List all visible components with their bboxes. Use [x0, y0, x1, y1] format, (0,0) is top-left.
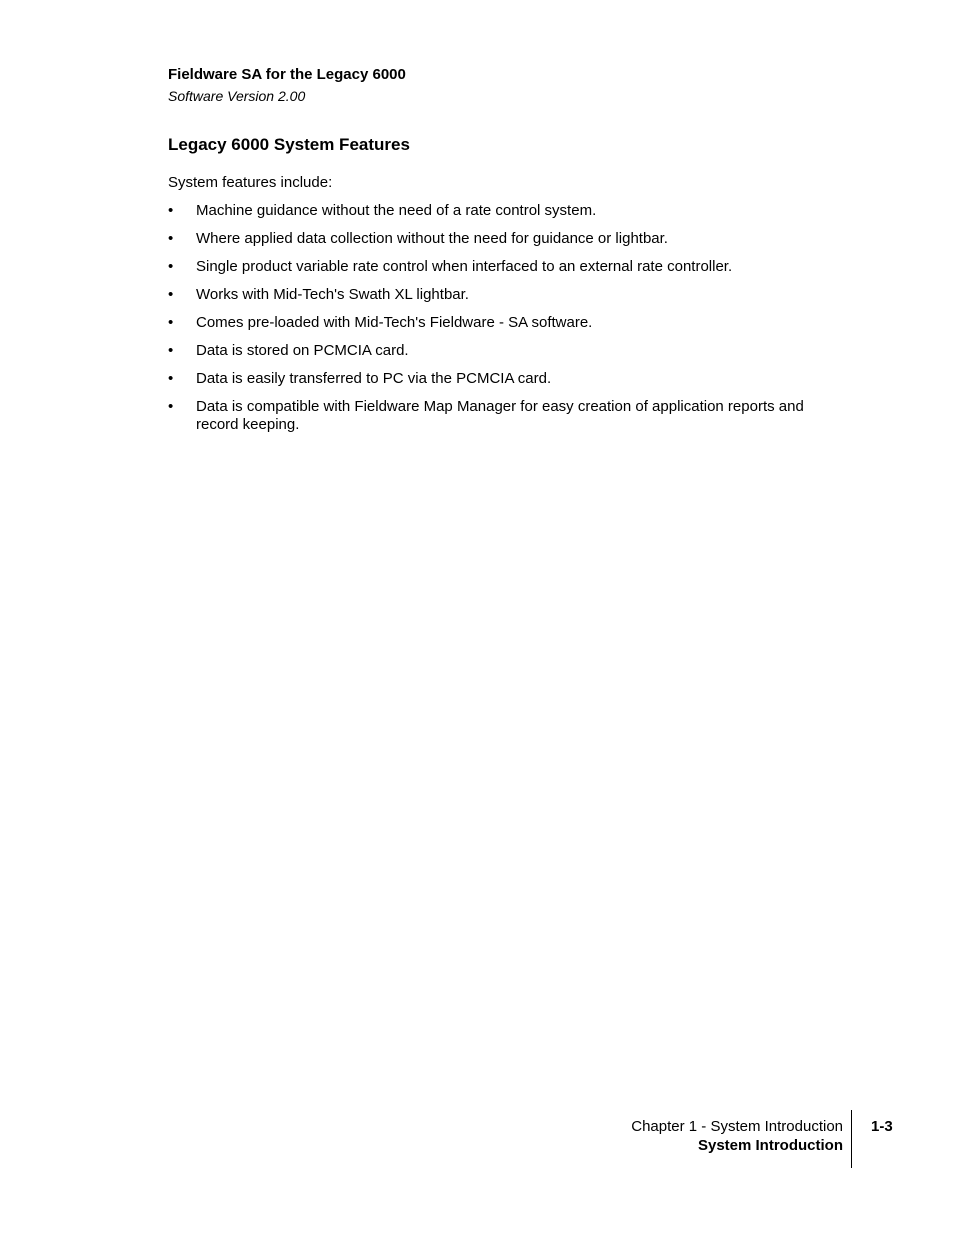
bullet-icon: •: [168, 258, 174, 275]
bullet-icon: •: [168, 370, 174, 387]
bullet-icon: •: [168, 286, 174, 303]
list-item: [168, 258, 846, 276]
bullet-icon: •: [168, 342, 174, 359]
feature-text: Comes pre-loaded with Mid-Tech's Fieldware - SA software.: [196, 314, 593, 331]
intro-text: System features include:: [168, 174, 333, 191]
feature-text: Data is stored on PCMCIA card.: [196, 342, 409, 359]
software-version: Software Version 2.00: [168, 88, 306, 104]
section-heading: Legacy 6000 System Features: [168, 135, 410, 154]
page-footer: [631, 1117, 843, 1155]
document-title: Fieldware SA for the Legacy 6000: [168, 66, 406, 83]
footer-chapter: Chapter 1 - System Introduction: [631, 1118, 843, 1135]
footer-section: System Introduction: [697, 1137, 843, 1154]
bullet-icon: •: [168, 202, 174, 219]
feature-text: Works with Mid-Tech's Swath XL lightbar.: [196, 286, 469, 303]
feature-text: Data is easily transferred to PC via the PCMCIA card.: [196, 370, 552, 387]
feature-text: Single product variable rate control when interfaced to an external rate controller.: [196, 258, 733, 275]
features-section: [168, 135, 848, 444]
page-header: [168, 66, 406, 105]
list-item: [168, 342, 846, 360]
feature-text: Machine guidance without the need of a rate control system.: [196, 202, 597, 219]
page-number: 1-3: [871, 1118, 893, 1135]
feature-text: Data is compatible with Fieldware Map Manager for easy creation of application reports and record keeping.: [196, 398, 804, 433]
list-item: [168, 398, 846, 434]
footer-divider: [851, 1110, 852, 1168]
bullet-icon: •: [168, 314, 174, 331]
list-item: [168, 230, 846, 248]
bullet-icon: •: [168, 398, 174, 415]
list-item: [168, 370, 846, 388]
list-item: [168, 314, 846, 332]
feature-text: Where applied data collection without the need for guidance or lightbar.: [196, 230, 668, 247]
bullet-icon: •: [168, 230, 174, 247]
list-item: [168, 202, 846, 220]
feature-list: [168, 202, 848, 434]
list-item: [168, 286, 846, 304]
